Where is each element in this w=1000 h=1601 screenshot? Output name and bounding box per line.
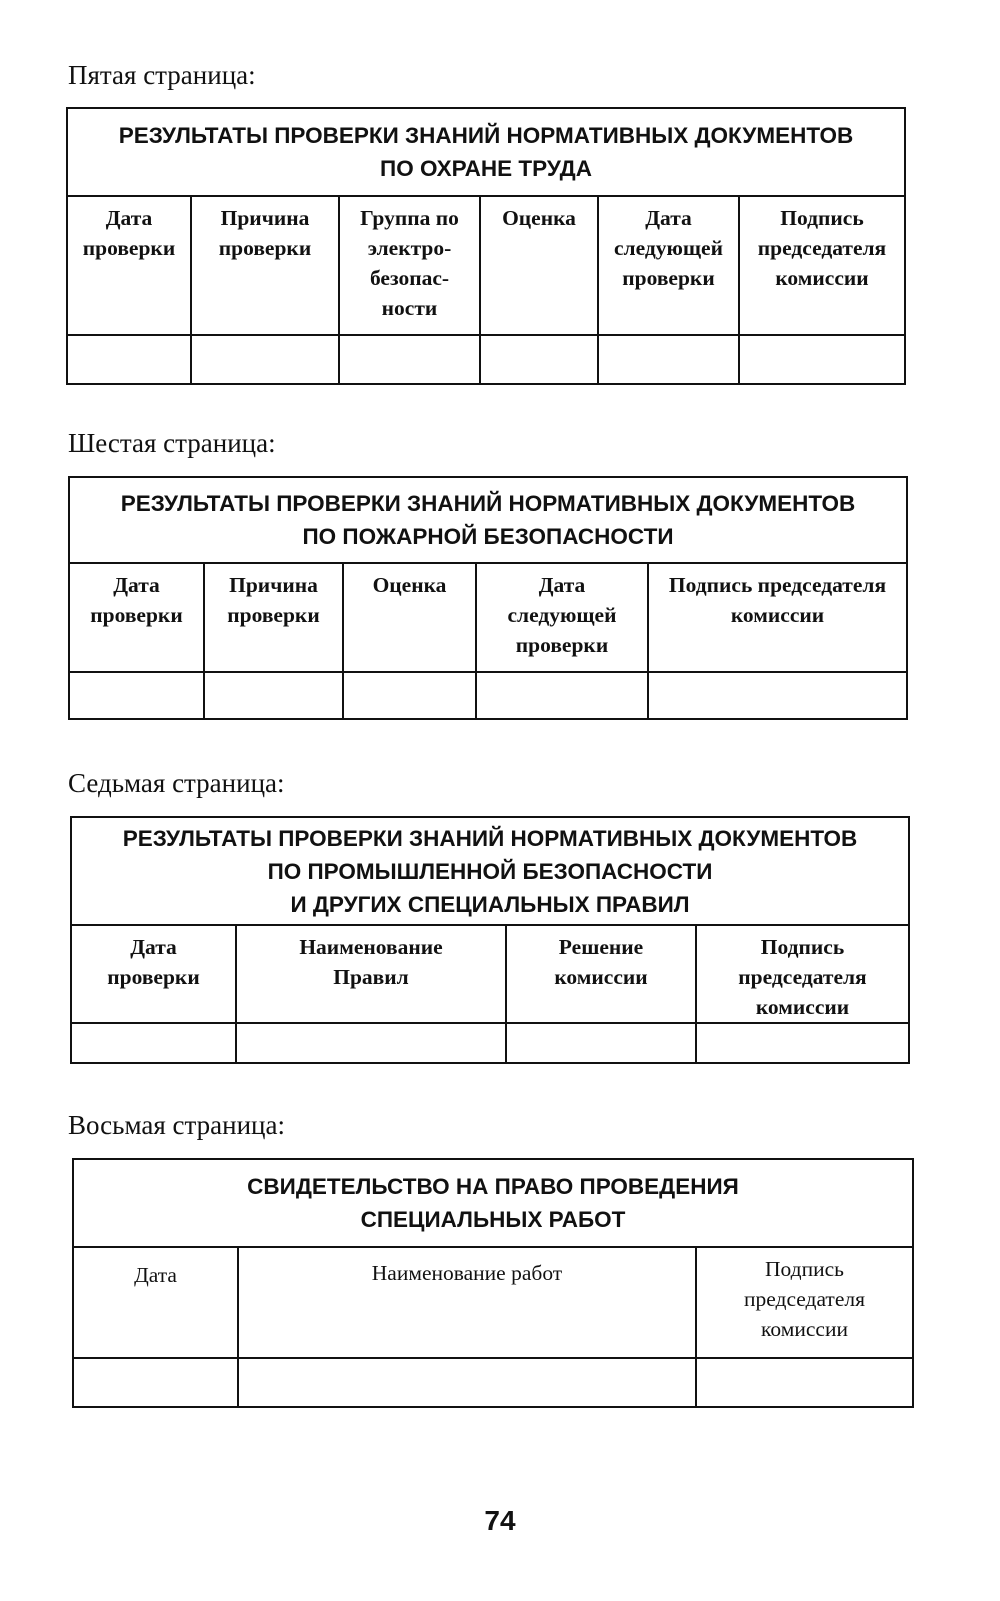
empty-cell <box>68 335 191 383</box>
empty-cell <box>191 335 339 383</box>
header-row <box>70 564 906 672</box>
form-title-line: СВИДЕТЕЛЬСТВО НА ПРАВО ПРОВЕДЕНИЯ <box>247 1174 739 1199</box>
empty-cell <box>506 1023 696 1063</box>
section-label-seventh-page: Седьмая страница: <box>68 768 285 798</box>
header-row <box>72 926 908 1023</box>
form-title-line: РЕЗУЛЬТАТЫ ПРОВЕРКИ ЗНАНИЙ НОРМАТИВНЫХ ДОКУМЕНТОВ <box>122 825 858 851</box>
empty-cell <box>476 672 648 720</box>
column-header-works-name: Наименование работ <box>238 1248 696 1358</box>
column-header-reason: Причина проверки <box>191 197 339 335</box>
empty-cell <box>204 672 343 720</box>
empty-cell <box>739 335 904 383</box>
form-table <box>68 197 904 383</box>
column-header-signature: Подпись председателя комиссии <box>739 197 904 335</box>
empty-cell <box>598 335 739 383</box>
empty-cell <box>480 335 598 383</box>
form-table <box>72 926 908 1063</box>
header-row <box>74 1248 912 1358</box>
column-header-reason: Причина проверки <box>204 564 343 672</box>
column-header-date: Дата проверки <box>72 926 236 1023</box>
column-header-grade: Оценка <box>480 197 598 335</box>
form-title-line: СПЕЦИАЛЬНЫХ РАБОТ <box>360 1207 626 1232</box>
form-title-line: РЕЗУЛЬТАТЫ ПРОВЕРКИ ЗНАНИЙ НОРМАТИВНЫХ ДОКУМЕНТОВ <box>118 123 854 148</box>
form-title <box>70 478 906 564</box>
empty-cell <box>238 1358 696 1406</box>
form-fire-safety <box>68 476 908 720</box>
form-table <box>70 564 906 720</box>
form-labor-safety <box>66 107 906 385</box>
column-header-signature: Подпись председателя комиссии <box>696 926 908 1023</box>
empty-entry-row <box>72 1023 908 1063</box>
page-number: 74 <box>484 1505 516 1536</box>
column-header-date: Дата проверки <box>70 564 204 672</box>
column-header-signature: Подпись председателя комиссии <box>696 1248 912 1358</box>
column-header-date: Дата <box>74 1248 238 1358</box>
section-label-sixth-page: Шестая страница: <box>68 428 276 458</box>
form-title-line: ПО ПРОМЫШЛЕННОЙ БЕЗОПАСНОСТИ <box>267 858 713 884</box>
empty-cell <box>696 1358 912 1406</box>
section-label-eighth-page: Восьмая страница: <box>68 1110 285 1140</box>
column-header-signature: Подпись председателя комиссии <box>648 564 906 672</box>
column-header-date: Дата проверки <box>68 197 191 335</box>
empty-cell <box>72 1023 236 1063</box>
form-title-line: ПО ПОЖАРНОЙ БЕЗОПАСНОСТИ <box>302 524 674 549</box>
form-title <box>72 818 908 926</box>
empty-cell <box>339 335 480 383</box>
empty-cell <box>696 1023 908 1063</box>
empty-entry-row <box>68 335 904 383</box>
form-table <box>74 1248 912 1406</box>
form-title <box>74 1160 912 1248</box>
empty-entry-row <box>74 1358 912 1406</box>
column-header-rules-name: Наименование Правил <box>236 926 506 1023</box>
form-special-works-certificate <box>72 1158 914 1408</box>
form-title <box>68 109 904 197</box>
section-label-fifth-page: Пятая страница: <box>68 60 256 90</box>
column-header-decision: Решение комиссии <box>506 926 696 1023</box>
column-header-electrical-group: Группа по электро- безопас- ности <box>339 197 480 335</box>
header-row <box>68 197 904 335</box>
empty-entry-row <box>70 672 906 720</box>
column-header-next-date: Дата следующей проверки <box>598 197 739 335</box>
form-industrial-safety <box>70 816 910 1064</box>
empty-cell <box>70 672 204 720</box>
empty-cell <box>236 1023 506 1063</box>
column-header-grade: Оценка <box>343 564 476 672</box>
form-title-line: РЕЗУЛЬТАТЫ ПРОВЕРКИ ЗНАНИЙ НОРМАТИВНЫХ ДОКУМЕНТОВ <box>120 491 856 516</box>
empty-cell <box>74 1358 238 1406</box>
form-title-line: И ДРУГИХ СПЕЦИАЛЬНЫХ ПРАВИЛ <box>290 891 690 917</box>
column-header-next-date: Дата следующей проверки <box>476 564 648 672</box>
empty-cell <box>648 672 906 720</box>
empty-cell <box>343 672 476 720</box>
form-title-line: ПО ОХРАНЕ ТРУДА <box>380 156 592 181</box>
